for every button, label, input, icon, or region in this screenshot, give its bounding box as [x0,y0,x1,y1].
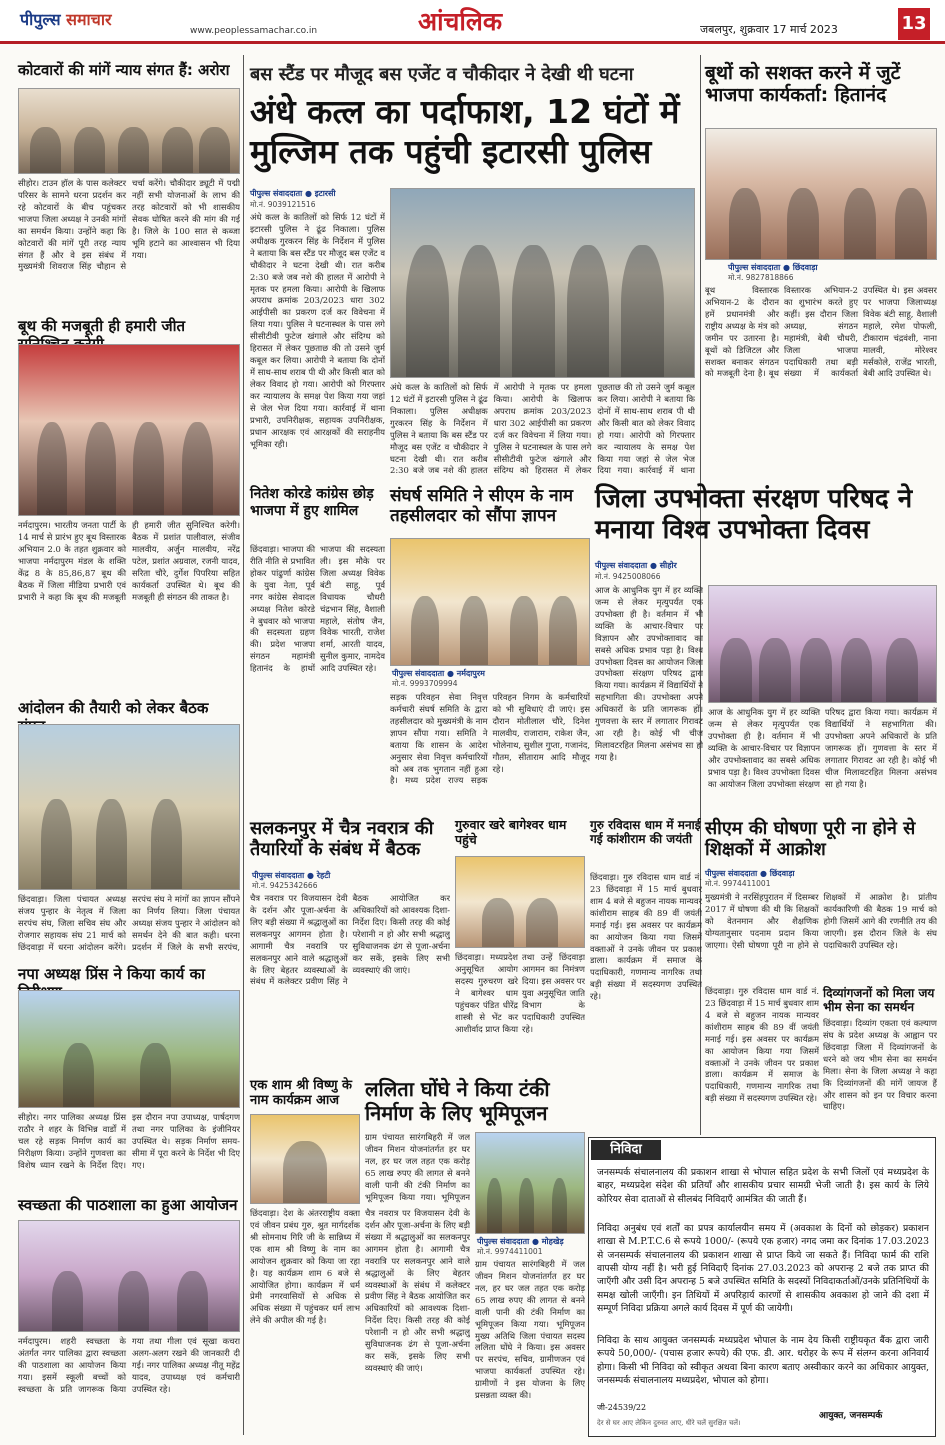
article-body: छिंदवाड़ा। मध्यप्रदेश अनुसूचित आयोग सदस्य गुरुचरण खरे ने बागेश्वर धाम पहुंचकर पंडित धीरेंद्र शास्त्री से भेंट कर आशीर्वाद प्राप्त किया तथा उन्हें छिंदवाड़ा आगमन का निमंत्रण दिया। इस अवसर पर युवा अनुसूचित जाति विभाग के पदाधिकारी उपस्थित रहे। [455,952,585,1034]
article-body: छिंदवाड़ा। दिव्यांग एकता एवं कल्याण संघ के प्रदेश अध्यक्ष के आह्वान पर छिंदवाड़ा जिला में दिव्यांगजनों के धरने को जय भीम सेना का समर्थन मिला। सेना के जिला अध्यक्ष ने कहा कि दिव्यांगजनों की मांगें जायज हैं और शासन को इन पर विचार करना चाहिए। [823,1018,937,1112]
reporter-phone: मो.नं. 9425342666 [252,881,318,890]
article-body: नर्मदापुरम। शहरी स्वच्छता के अंतर्गत नगर पालिका द्वारा स्वच्छता की पाठशाला का आयोजन किया गया। इसमें स्कूली बच्चों को स्वच्छता के प्रति जागरूक किया गया तथा गीला एवं सूखा कचरा अलग-अलग रखने की जानकारी दी गई। नगर पालिका अध्यक्ष नीतू महेंद्र यादव, उपाध्यक्ष एवं कर्मचारी उपस्थित रहे। [18,1336,240,1394]
notice-code: जी-24539/22 [597,1403,647,1412]
article-body: छिंदवाड़ा। गुरु रविदास धाम वार्ड नं. 23 छिंदवाड़ा में 15 मार्च बुधवार शाम 4 बजे से बहुजन नायक मान्यवर कांशीराम साहब की 89 वीं जयंती मनाई गई। इस अवसर पर कार्यक्रम का आयोजन किया गया जिसमें वक्ताओं ने उनके जीवन पर प्रकाश डाला। कार्यक्रम में समाज के पदाधिकारी, गणमान्य नागरिक तथा बड़ी संख्या में सदस्यगण उपस्थित रहे। [590,872,702,1002]
article-body: सीहोर। नगर पालिका अध्यक्ष प्रिंस राठौर ने शहर के विभिन्न वार्डों में चल रहे सड़क निर्माण कार्य का निरीक्षण किया। उन्होंने गुणवत्ता का विशेष ध्यान रखने के निर्देश दिए। इस दौरान नपा उपाध्यक्ष, पार्षदगण तथा नगर पालिका के इंजीनियर उपस्थित थे। सड़क निर्माण समय-सीमा में पूरा करने के निर्देश भी दिए गए। [18,1112,240,1170]
headline: बूथों को सशक्त करने में जुटें भाजपा कार्यकर्ता: हितानंद [705,62,901,107]
article-body: अंधे कत्ल के कातिलों को सिर्फ 12 घंटों में इटारसी पुलिस ने ढूंढ निकाला। पुलिस अधीक्षक गुरकरन सिंह के निर्देशन में पुलिस ने बताया कि बस स्टैंड पर मौजूद बस एजेंट व चौकीदार ने घटना देखी थी। रात करीब 2:30 बजे जब नशे की हालत में आरोपी ने मृतक पर हमला किया। आरोपी के खिलाफ अपराध क्रमांक 203/2023 धारा 302 आईपीसी का प्रकरण दर्ज कर विवेचना में लिया गया। पुलिस ने घटनास्थल के पास लगे सीसीटीवी फुटेज खंगाले और संदिग्ध को हिरासत में लेकर पूछताछ की तो उसने जुर्म कबूल कर लिया। आरोपी ने बताया कि दोनों में साथ-साथ शराब पी थी और किसी बात को लेकर विवाद हो गया। आरोपी को गिरफ्तार कर न्यायालय के समक्ष पेश किया गया जहां से जेल भेज दिया गया। कार्रवाई में थाना प्रभारी, उपनिरीक्षक, सहायक उपनिरीक्षक, प्रधान आरक्षक एवं आरक्षकों की सराहनीय भूमिका रही। [250,212,385,449]
news-photo [18,724,240,890]
news-photo [18,344,240,516]
article-body: ग्राम पंचायत सारंगबिहरी में जल जीवन मिशन योजनांतर्गत हर घर नल, हर घर जल तहत एक करोड़ 65 लाख रुपए की लागत से बनने वाली पानी की टंकी निर्माण का भूमिपूजन किया गया। भूमिपूजन [365,1132,470,1202]
news-photo [18,1220,240,1332]
reporter-phone: मो.नं. 9827818866 [728,273,794,282]
headline: एक शाम श्री विष्णु के नाम कार्यक्रम आज [250,1078,352,1109]
byline: पीपुल्स संवाददाता ● छिंदवाड़ा [705,869,795,878]
news-photo [18,990,240,1108]
article-body: छिंदवाड़ा। गुरु रविदास धाम वार्ड नं. 23 छिंदवाड़ा में 15 मार्च बुधवार शाम 4 बजे से बहुजन नायक मान्यवर कांशीराम साहब की 89 वीं जयंती मनाई गई। इस अवसर पर कार्यक्रम का आयोजन किया गया जिसमें वक्ताओं ने उनके जीवन पर प्रकाश डाला। कार्यक्रम में समाज के पदाधिकारी, गणमान्य नागरिक तथा बड़ी संख्या में सदस्यगण उपस्थित रहे। [705,986,819,1104]
article-body: बूथ विस्तारक अभियान-2 के दौरान हमें प्रधानमंत्री और राष्ट्रीय अध्यक्ष के मंत्र को जमीन पर उतारना है। बूथों को डिजिटल और सशक्त बनाकर संगठन को मजबूती देना है। बूथ विस्तारक अभियान-2 का शुभारंभ करते हुए कहीं। इस दौरान जिला अध्यक्ष, संगठन महामंत्री, बेबी चौधरी, जिला भाजपा पदाधिकारी तथा बड़ी संख्या में कार्यकर्ता उपस्थित थे। इस अवसर पर भाजपा जिलाध्यक्ष विवेक बंटी साहू, वैशाली महाले, रमेश पोफली, टीकाराम चंद्रवंशी, नाना मालवी, मोरेश्वर मर्सकोले, राजेंद्र भारती, बेबी आदि उपस्थित थे। [705,285,937,379]
article-body: मुख्यमंत्री ने नरसिंहपुरातन में दिसम्बर 2017 में घोषणा की थी कि शिक्षकों को वेतनमान और शैक्षणिक योग्यतानुसार पदनाम प्रदान किया जाएगा। ऐसी घोषणा पूरी ना होने से शिक्षकों में आक्रोश है। प्रांतीय कार्यकारिणी की बैठक 19 मार्च को होगी जिसमें आगे की रणनीति तय की जाएगी। इस दौरान जिले के संघ पदाधिकारी उपस्थित रहे। [705,892,937,950]
page-number: 13 [898,8,930,40]
notice-title: निविदा [591,1140,661,1160]
reporter-phone: मो.नं. 9974411001 [705,879,771,888]
section-title: आंचलिक [418,7,503,36]
article-body: छिंदवाड़ा। देश के अंतरराष्ट्रीय वक्ता एवं जीवन प्रबंध गुरु, श्रुत मार्गदर्शक श्री सोमनाथ गिरि जी के सान्निध्य में एक शाम श्री विष्णु के नाम का आयोजन शुक्रवार को किया जा रहा है। यह कार्यक्रम शाम 6 बजे से आयोजित होगा। कार्यक्रम में धर्म प्रेमी नगरवासियों से अधिक से अधिक संख्या में पहुंचकर धर्म लाभ लेने की अपील की गई है। [250,1208,360,1326]
news-photo [18,88,240,174]
headline: नितेश कोरडे कांग्रेस छोड़ भाजपा में हुए शामिल [250,486,374,519]
news-photo [390,538,590,666]
article-body: चैत्र नवरात्र पर विजयासन देवी के दर्शन और पूजा-अर्चना के लिए बड़ी संख्या में श्रद्धालुओं का सलकनपुर आगमन होता है। आगामी चैत्र नवरात्रि पर सलकनपुर आने वाले श्रद्धालुओं के लिए बेहतर व्यवस्थाओं के संबंध में कलेक्टर प्रवीण सिंह ने बैठक आयोजित कर अधिकारियों को आवश्यक दिशा-निर्देश दिए। किसी तरह की कोई परेशानी न हो और सभी श्रद्धालु सुविधाजनक ढंग से पूजा-अर्चना कर सकें, इसके लिए सभी व्यवस्थाएं की जाएं। [365,1208,470,1373]
headline: नपा अध्यक्ष प्रिंस ने किया कार्य का [18,965,206,983]
headline: गुरु रविदास धाम में मनाई गई कांशीराम की जयंती [590,818,701,847]
byline: पीपुल्स संवाददाता ● सीहोर [595,561,677,570]
byline: पीपुल्स संवाददाता ● रेहटी [252,871,331,880]
website-url: www.peoplessamachar.co.in [190,26,318,36]
headline: ललिता घोंघे ने किया टंकी निर्माण के लिए भूमिपूजन [365,1077,550,1125]
notice-signature: आयुक्त, जनसम्पर्क [819,1411,883,1421]
news-photo [475,1132,585,1234]
tender-notice [588,1137,936,1437]
article-body: ग्राम पंचायत सारंगबिहरी में जल जीवन मिशन योजनांतर्गत हर घर नल, हर घर जल तहत एक करोड़ 65 लाख रुपए की लागत से बनने वाली पानी की टंकी निर्माण का भूमिपूजन किया गया। भूमिपूजन मुख्य अतिथि जिला पंचायत सदस्य ललिता घोंघे ने किया। इस अवसर पर सरपंच, सचिव, ग्रामीणजन एवं भाजपा कार्यकर्ता उपस्थित रहे। ग्रामीणों ने इस योजना के लिए प्रसन्नता व्यक्त की। [475,1259,585,1401]
notice-paragraph: निविदा अनुबंध एवं शर्तों का प्रपत्र कार्यालयीन समय में (अवकाश के दिनों को छोड़कर) प्रकाशन शाखा से M.P.T.C.6 से रूपये 1000/- (रूपये एक हजार) नगद जमा कर दिनांक 17.03.2023 से जनसम्पर्क संचालनालय की प्रकाशन शाखा से प्राप्त किये जा सकते हैं। निविदा फार्म की राशि वापसी योग्य नहीं है। भरी हुई निविदाएँ दिनांक 27.03.2023 को अपरान्ह 2 बजे तक प्राप्त की जाएँगी और उसी दिन अपरान्ह 5 बजे उपस्थित समिति के सदस्यों निविदाकर्ताओं/उनके प्रतिनिधियों के समक्ष खोली जाएँगी। इन तिथियों में अपरिहार्य कारणों से शासकीय अवकाश हो जाने की दशा में सम्पूर्ण निविदा प्रक्रिया अगले कार्य दिवस में पूर्ण की जायेगी। [597,1223,929,1315]
headline: जिला उपभोक्ता संरक्षण परिषद ने मनाया विश्व उपभोक्ता दिवस [595,484,913,545]
article-body: सड़क परिवहन सेवा निवृत्त कर्मचारी संघर्ष समिति के द्वारा तहसीलदार को मुख्यमंत्री के नाम ज्ञापन सौंपा गया। समिति ने बताया कि शासन के आदेश अनुसार सेवा निवृत्त कर्मचारियों को अब तक भुगतान नहीं हुआ है। मध्य प्रदेश राज्य सड़क परिवहन निगम के कर्मचारियों को भी सुविधाएं दी जाएं। इस दौरान मोतीलाल चौरे, दिनेश मालवीय, राजाराम, राकेश जैन, भोलेनाथ, सुशील गुप्ता, गजानंद, गौतम, सीताराम आदि मौजूद रहे। [390,692,590,786]
headline: सलकनपुर में चैत्र नवरात्र की तैयारियों के संबंध में बैठक [250,818,434,861]
news-photo [455,856,585,948]
issue-date: जबलपुर, शुक्रवार 17 मार्च 2023 [700,23,838,36]
headline: आंदोलन की तैयारी को लेकर बैठक [18,699,209,717]
news-photo [390,188,695,378]
headline: बूथ की मजबूती ही हमारी जीत [18,317,186,335]
byline: पीपुल्स संवाददाता ● छिंदवाड़ा [728,263,818,272]
article-body: छिंदवाड़ा। भाजपा की रीति नीति से प्रभावित होकर पांढुर्णा कांग्रेस के युवा नेता, पूर्व नगर कांग्रेस सेवादल अध्यक्ष नितेश कोरडे ने बुधवार को भाजपा की सदस्यता ग्रहण की। प्रदेश भाजपा संगठन महामंत्री हितानंद के हाथों भाजपा की सदस्यता ली। इस मौके पर जिला अध्यक्ष विवेक बंटी साहू, पूर्व विधायक चौधरी चंद्रभान सिंह, वैशाली महाले, संतोष जैन, विवेक भारती, राजेश शर्मा, आरती यादव, सुनील कुमार, नामदेव आदि उपस्थित रहे। [250,544,385,674]
byline: पीपुल्स संवाददाता ● नर्मदापुरम [392,669,485,678]
notice-paragraph: निविदा के साथ आयुक्त जनसम्पर्क मध्यप्रदेश भोपाल के नाम देय किसी राष्ट्रीयकृत बैंक द्वारा जारी रूपये 50,000/- (पचास हजार रूपये) की एफ. डी. आर. धरोहर के रूप में संलग्न करना अनिवार्य होगा। किसी भी निविदा को स्वीकृत अथवा बिना कारण बताए अस्वीकार करने का अधिकार आयुक्त, जनसम्पर्क संचालनालय मध्यप्रदेश, भोपाल को होगा। [597,1335,929,1387]
article-body: चैत्र नवरात्र पर विजयासन देवी के दर्शन और पूजा-अर्चना के लिए बड़ी संख्या में श्रद्धालुओं का सलकनपुर आगमन होता है। आगामी चैत्र नवरात्रि पर सलकनपुर आने वाले श्रद्धालुओं के लिए बेहतर व्यवस्थाओं के संबंध में कलेक्टर प्रवीण सिंह ने बैठक आयोजित कर अधिकारियों को आवश्यक दिशा-निर्देश दिए। किसी तरह की कोई परेशानी न हो और सभी श्रद्धालु सुविधाजनक ढंग से पूजा-अर्चना कर सकें, इसके लिए सभी व्यवस्थाएं की जाएं। [250,893,450,987]
headline: स्वच्छता की पाठशाला का हुआ आयोजन [18,1196,238,1214]
kicker: बस स्टैंड पर मौजूद बस एजेंट व चौकीदार ने देखी थी घटना [250,64,634,85]
newspaper-logo: पीपुल्स समाचार [20,10,112,29]
headline: कोटवारों की मांगें न्याय संगत हैं: अरोरा [18,61,230,79]
reporter-phone: मो.नं. 9993709994 [392,679,458,688]
notice-paragraph: जनसम्पर्क संचालनालय की प्रकाशन शाखा से भोपाल सहित प्रदेश के सभी जिलों एवं मध्यप्रदेश के बाहर, मध्यप्रदेश संदेश की प्रतियाँ और शासकीय प्रचार सामग्री भेजी जाती है। इस कार्य के लिये कोरियर सेवा दाताओं से सीलबंद निविदाएँ आमंत्रित की जाती हैं। [597,1167,929,1205]
byline: पीपुल्स संवाददाता ● मोहखेड़ [477,1237,564,1246]
byline: पीपुल्स संवाददाता ● इटारसी [250,189,336,198]
headline: सीएम की घोषणा पूरी ना होने से शिक्षकों में आक्रोश [705,818,916,861]
main-headline: अंधे कत्ल का पर्दाफाश, 12 घंटों में मुल्जिम तक पहुंची इटारसी पुलिस [250,92,680,172]
article-body: आज के आधुनिक युग में हर व्यक्ति जन्म से लेकर मृत्युपर्यंत एक उपभोक्ता ही है। वर्तमान में भी व्यक्ति के आचार-विचार पर विज्ञापन और उपभोक्तावाद का सबसे अधिक प्रभाव पड़ा है। विश्व उपभोक्ता दिवस का आयोजन जिला उपभोक्ता संरक्षण परिषद द्वारा किया गया। कार्यक्रम में विद्यार्थियों ने सहभागिता की। उपभोक्ता अपने अधिकारों के प्रति जागरूक हों। गुणवत्ता के स्तर में लगातार गिरावट आ रही है। कोई भी चीज मिलावटरहित मिलना असंभव सा हो गया है। [708,707,937,789]
reporter-phone: मो.नं. 9425008066 [595,572,661,581]
column-rule [243,55,244,1435]
article-body: छिंदवाड़ा। जिला पंचायत अध्यक्ष संजय पुन्हार के नेतृत्व में जिला सरपंच संघ, जिला सचिव संघ और रोजगार सहायक संघ 21 मार्च को छिंदवाड़ा में धरना आंदोलन करेंगे। सरपंच संघ ने मांगों का ज्ञापन सौंपने का निर्णय लिया। जिला पंचायत अध्यक्ष संजय पुन्हार ने आंदोलन को समर्थन देने की बात कही। धरना प्रदर्शन में जिले के सभी सरपंच, [18,894,240,952]
article-body: सीहोर। टाउन हॉल के पास कलेक्टर परिसर के सामने धरना प्रदर्शन कर रहे कोटवारों के बीच पहुंचकर भाजपा जिला अध्यक्ष ने उनकी मांगों का समर्थन किया। उन्होंने कहा कि कोटवारों की मांगें पूरी तरह न्याय संगत हैं और वे इस संबंध में मुख्यमंत्री शिवराज सिंह चौहान से चर्चा करेंगे। चौकीदार ड्यूटी में पद्मी नहीं सभी योजनाओं के लाभ की तरह कोटवारों को भी शासकीय सेवक घोषित करने की मांग की गई है। जिले के 100 सात से कब्जा भूमि हटाने का आश्वासन भी दिया गया। [18,178,240,272]
article-body: अंधे कत्ल के कातिलों को सिर्फ 12 घंटों में इटारसी पुलिस ने ढूंढ निकाला। पुलिस अधीक्षक गुरकरन सिंह के निर्देशन में पुलिस ने बताया कि बस स्टैंड पर मौजूद बस एजेंट व चौकीदार ने घटना देखी थी। रात करीब 2:30 बजे जब नशे की हालत में आरोपी ने मृतक पर हमला किया। आरोपी के खिलाफ अपराध क्रमांक 203/2023 धारा 302 आईपीसी का प्रकरण दर्ज कर विवेचना में लिया गया। पुलिस ने घटनास्थल के पास लगे सीसीटीवी फुटेज खंगाले और संदिग्ध को हिरासत में लेकर पूछताछ की तो उसने जुर्म कबूल कर लिया। आरोपी ने बताया कि दोनों में साथ-साथ शराब पी थी और किसी बात को लेकर विवाद हो गया। आरोपी को गिरफ्तार कर न्यायालय के समक्ष पेश किया गया जहां से जेल भेज दिया गया। कार्रवाई में थाना [390,382,695,476]
headline: गुरुवार खरे बागेश्वर धाम पहुंचे [455,817,567,847]
notice-footer: देर से घर आए लेकिन दुरुस्त आए, धीरे चलें सुरक्षित चलें। [597,1419,741,1427]
news-photo [250,1114,360,1204]
reporter-phone: मो.नं. 9974411001 [477,1247,543,1256]
reporter-phone: मो.नं. 9039121516 [250,200,316,209]
headline: संघर्ष समिति ने सीएम के नाम तहसीलदार को सौंपा ज्ञापन [390,486,574,527]
article-body: नर्मदापुरम। भारतीय जनता पार्टी के 14 मार्च से प्रारंभ हुए बूथ विस्तारक अभियान 2.0 के तहत शुक्रवार को भाजपा नर्मदापुरम मंडल के शक्ति केंद्र 8 के 85,86,87 बूथ की बैठक में जिला मीडिया प्रभारी एवं प्रभारी ने कहा कि बूथ की मजबूती ही हमारी जीत सुनिश्चित करेगी। बैठक में प्रशांत पालीवाल, संजीव मालवीय, अर्जुन मालवीय, नरेंद्र पटेल, प्रशांत अग्रवाल, रजनी यादव, सरिता चौरे, दुर्गेश पिपरिया सहित कार्यकर्ता उपस्थित थे। बूथ की मजबूती ही संगठन की ताकत है। [18,520,240,602]
headline: दिव्यांगजनों को मिला जय भीम सेना का समर्थन [823,986,935,1015]
article-body: आज के आधुनिक युग में हर व्यक्ति जन्म से लेकर मृत्युपर्यंत एक उपभोक्ता ही है। वर्तमान में भी व्यक्ति के आचार-विचार पर विज्ञापन और उपभोक्तावाद का सबसे अधिक प्रभाव पड़ा है। विश्व उपभोक्ता दिवस का आयोजन जिला उपभोक्ता संरक्षण परिषद द्वारा किया गया। कार्यक्रम में विद्यार्थियों ने सहभागिता की। उपभोक्ता अपने अधिकारों के प्रति जागरूक हों। गुणवत्ता के स्तर में लगातार गिरावट आ रही है। कोई भी चीज मिलावटरहित मिलना असंभव सा हो गया है। [595,585,703,762]
news-photo [705,128,937,260]
news-photo [708,585,937,703]
